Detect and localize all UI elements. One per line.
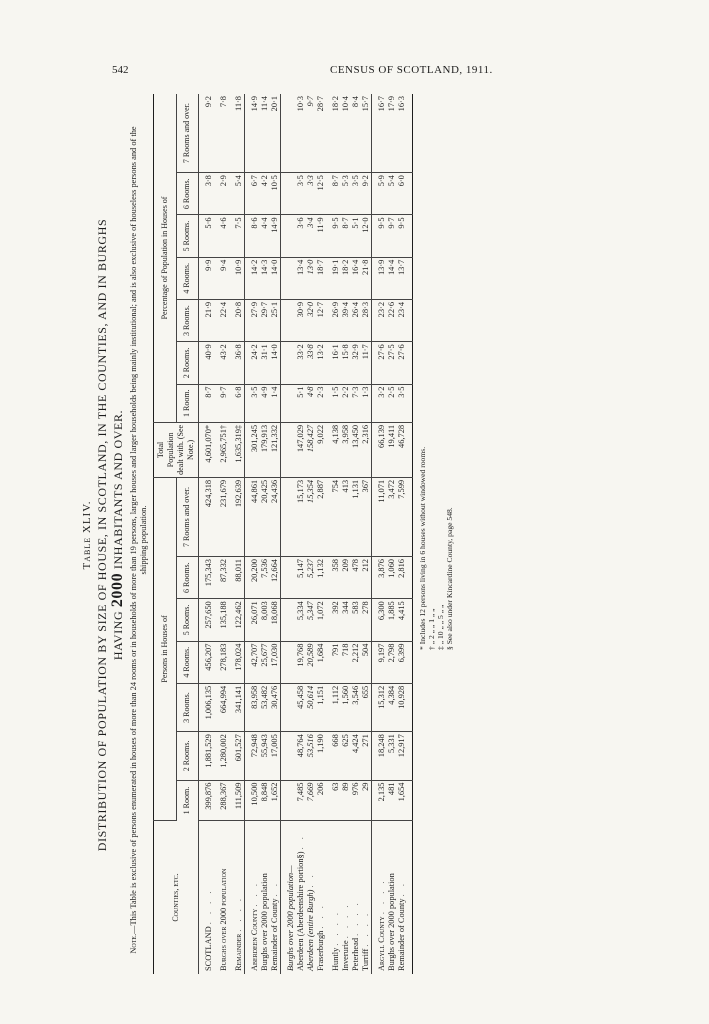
table-row <box>296 94 326 974</box>
cell: 9,197 2,798 6,399 <box>377 641 407 683</box>
running-title: CENSUS OF SCOTLAND, 1911. <box>330 64 493 76</box>
cell: 122,462 <box>234 599 245 641</box>
cell: 5,334 5,347 1,072 <box>296 599 326 641</box>
population-table <box>153 94 413 974</box>
cell: 48,764 53,516 1,190 <box>296 732 326 780</box>
cell: 2,965,751† <box>219 422 229 477</box>
burghs-label: Burghs over 2000 population <box>219 868 228 971</box>
cell: 1,635,319‡ <box>234 422 245 477</box>
table-row <box>286 94 296 974</box>
pct-2-rooms: 2 Rooms. <box>176 342 199 384</box>
cell: 3·5 4·9 1·4 <box>250 384 281 422</box>
cell: 6·7 4·2 10·5 <box>250 173 281 215</box>
aberdeen-burghs-label: Burghs over 2000 population <box>260 873 269 971</box>
persons-group-header: Persons in Houses of <box>154 477 177 820</box>
table-row <box>219 94 229 974</box>
cell: 6,300 1,885 4,415 <box>377 599 407 641</box>
col-6-rooms: 6 Rooms. <box>176 557 199 599</box>
cell: 10,500 8,848 1,652 <box>250 780 281 820</box>
cell: 14·9 11·4 20·1 <box>250 94 281 173</box>
title-2000: 2000 <box>109 572 126 608</box>
cell: 424,318 <box>204 477 214 556</box>
cell: 22·4 <box>219 299 229 341</box>
cell: 26,071 8,003 18,068 <box>250 599 281 641</box>
remainder-label: Remainder <box>234 933 243 971</box>
footnote: * Includes 12 persons living in 6 houses without windowed rooms. <box>418 446 427 650</box>
cell: 45,458 50,614 1,151 <box>296 683 326 731</box>
cell: 14·2 14·3 14·0 <box>250 257 281 299</box>
cell: 15,173 15,354 2,887 <box>296 477 326 556</box>
row-label <box>204 821 214 975</box>
cell: 10·9 <box>234 257 245 299</box>
leader-dots: . . <box>270 881 279 897</box>
row-label <box>234 821 245 975</box>
table-number: Table XLIV. <box>81 500 93 570</box>
leader-dots: . . . . <box>377 878 386 915</box>
cell: 7·5 <box>234 215 245 257</box>
cell: 178,024 <box>234 641 245 683</box>
note-label: Note. <box>129 933 138 954</box>
cell: 19·1 18·2 16·4 21·8 <box>331 257 372 299</box>
footnote: § See also under Kincardine County, page 548. <box>445 507 454 650</box>
cell: 9·5 9·7 9·5 <box>377 215 407 257</box>
cell: 175,343 <box>204 557 214 599</box>
col-2-rooms: 2 Rooms. <box>176 732 199 780</box>
cell: 1,112 1,560 3,546 655 <box>331 683 372 731</box>
col-3-rooms: 3 Rooms. <box>176 683 199 731</box>
table-row <box>377 94 407 974</box>
cell: 192,639 <box>234 477 245 556</box>
leader-dots: . . <box>397 881 406 897</box>
cell: 301,245 179,913 121,332 <box>250 422 281 477</box>
cell: 9·5 8·7 5·1 12·0 <box>331 215 372 257</box>
cell: 3·2 2·5 3·5 <box>377 384 407 422</box>
percentage-group-header: Percentage of Population in Houses of <box>154 94 177 422</box>
cell: 7,485 7,669 206 <box>296 780 326 820</box>
cell: 11,071 3,472 7,599 <box>377 477 407 556</box>
cell: 6·8 <box>234 384 245 422</box>
pct-1-room: 1 Room. <box>176 384 199 422</box>
cell: 601,527 <box>234 732 245 780</box>
pct-5-rooms: 5 Rooms. <box>176 215 199 257</box>
cell: 1,006,135 <box>204 683 214 731</box>
cell: 83,958 53,482 30,476 <box>250 683 281 731</box>
row-label <box>377 821 407 975</box>
cell: 111,509 <box>234 780 245 820</box>
table-row <box>204 94 214 974</box>
cell: 1,881,529 <box>204 732 214 780</box>
cell: 24·2 31·1 14·0 <box>250 342 281 384</box>
rotated-table-page <box>75 90 675 980</box>
pct-6-rooms: 6 Rooms. <box>176 173 199 215</box>
burghs-list-heading: Burghs over 2000 population— <box>286 865 295 971</box>
cell: 18·2 10·4 8·4 15·7 <box>331 94 372 173</box>
cell: 147,029 158,427 9,022 <box>296 422 326 477</box>
counties-header: Counties, etc. <box>154 821 199 975</box>
table-row <box>234 94 245 974</box>
cell: 664,994 <box>219 683 229 731</box>
cell: 8·7 <box>204 384 214 422</box>
col-1-room: 1 Room. <box>176 780 199 820</box>
cell: 4,138 3,958 13,450 2,316 <box>331 422 372 477</box>
cell: 3,876 1,060 2,816 <box>377 557 407 599</box>
table-row <box>331 94 372 974</box>
cell: 341,141 <box>234 683 245 731</box>
cell: 36·8 <box>234 342 245 384</box>
cell: 15,312 4,384 10,928 <box>377 683 407 731</box>
cell: 1·5 2·2 7·3 1·3 <box>331 384 372 422</box>
cell: 66,139 19,411 46,728 <box>377 422 407 477</box>
cell: 8·7 5·3 3·5 9·2 <box>331 173 372 215</box>
cell: 16·7 17·9 16·3 <box>377 94 407 173</box>
cell: 11·8 <box>234 94 245 173</box>
cell: 72,948 55,943 17,005 <box>250 732 281 780</box>
cell: 135,188 <box>219 599 229 641</box>
cell: 3·5 3·3 12·5 <box>296 173 326 215</box>
cell: 87,332 <box>219 557 229 599</box>
pct-4-rooms: 4 Rooms. <box>176 257 199 299</box>
cell: 9·9 <box>204 257 214 299</box>
cell: 33·2 33·8 13·2 <box>296 342 326 384</box>
table-row <box>250 94 281 974</box>
cell: 5·9 5·4 6·0 <box>377 173 407 215</box>
cell: 668 625 4,424 271 <box>331 732 372 780</box>
cell: 5·6 <box>204 215 214 257</box>
cell: 23·2 22·6 23·4 <box>377 299 407 341</box>
cell: 257,650 <box>204 599 214 641</box>
cell: 3·8 <box>204 173 214 215</box>
cell: 27·6 27·5 27·6 <box>377 342 407 384</box>
row-label <box>250 821 281 975</box>
cell: 10·3 9·7 28·7 <box>296 94 326 173</box>
cell: 9·2 <box>204 94 214 173</box>
cell: 9·4 <box>219 257 229 299</box>
scotland-label: SCOTLAND <box>204 926 213 971</box>
col-5-rooms: 5 Rooms. <box>176 599 199 641</box>
footnote: ‡ „ 10 „ „ 5 „ „ <box>436 604 445 650</box>
cell: 19,768 20,589 1,684 <box>296 641 326 683</box>
total-header: Total Population dealt with. (See Note.) <box>154 422 199 477</box>
cell: 2·9 <box>219 173 229 215</box>
cell: 2,135 481 1,654 <box>377 780 407 820</box>
footnote: † „ 2 „ „ 1 „ „ <box>427 608 436 650</box>
col-4-rooms: 4 Rooms. <box>176 641 199 683</box>
cell: 88,011 <box>234 557 245 599</box>
argyll-burghs-label: Burghs over 2000 population <box>387 873 396 971</box>
row-label <box>219 821 229 975</box>
aberdeen-county-label: Aberdeen County <box>250 908 259 971</box>
cell: 8·6 4·4 14·9 <box>250 215 281 257</box>
cell: 18,248 5,331 12,917 <box>377 732 407 780</box>
cell: 754 413 1,131 367 <box>331 477 372 556</box>
pct-7-rooms: 7 Rooms and over. <box>176 94 199 173</box>
cell: 26·9 39·4 26·4 28·3 <box>331 299 372 341</box>
table-title-line1: DISTRIBUTION OF POPULATION BY SIZE OF HOUSE, IN SCOTLAND, IN THE COUNTIES, AND IN BURGHS <box>95 218 109 852</box>
cell: 399,876 <box>204 780 214 820</box>
leader-dots: . . . . <box>234 895 243 932</box>
footnotes <box>418 90 454 650</box>
cell: 9·7 <box>219 384 229 422</box>
cell: 43·2 <box>219 342 229 384</box>
row-label: Aberdeen (Aberdeenshire portion§) . . Aberdeen (entire Burgh) . . Fraserburgh . . . <box>296 834 325 971</box>
cell: 20·8 <box>234 299 245 341</box>
aberdeen-remainder-label: Remainder of County <box>270 898 279 971</box>
cell: 44,861 20,425 24,436 <box>250 477 281 556</box>
cell: 63 89 976 29 <box>331 780 372 820</box>
cell: 1,280,002 <box>219 732 229 780</box>
cell: 27·9 29·7 25·1 <box>250 299 281 341</box>
cell: 4,601,070* <box>204 422 214 477</box>
table-note <box>129 120 149 960</box>
page-number: 542 <box>112 64 129 76</box>
cell: 42,707 25,677 17,030 <box>250 641 281 683</box>
leader-dots: . . . . <box>204 888 213 925</box>
cell: 3·6 3·4 11·9 <box>296 215 326 257</box>
leader-dots: . . . <box>250 881 259 907</box>
cell: 288,367 <box>219 780 229 820</box>
cell: 20,200 7,536 12,664 <box>250 557 281 599</box>
cell: 231,679 <box>219 477 229 556</box>
cell: 278,183 <box>219 641 229 683</box>
table-title-line2 <box>111 90 125 980</box>
cell: 5·1 4·8 2·3 <box>296 384 326 422</box>
cell: 13·4 13·0 18·7 <box>296 257 326 299</box>
row-label: Huntly . . . . Inverurie . . . . Peterhead . . . . Turriff . . . . <box>331 821 372 975</box>
cell: 40·9 <box>204 342 214 384</box>
note-text: —This Table is exclusive of persons enumerated in houses of more than 24 rooms or in households of more than 19 persons, larger houses and larger households being mainly institutional; and is also exclusive of houseless persons and of the shipping population. <box>129 126 148 934</box>
cell: 4·6 <box>219 215 229 257</box>
argyll-county-label: Argyll County <box>377 916 386 971</box>
cell: 392 344 583 278 <box>331 599 372 641</box>
table-title-block <box>81 90 125 980</box>
pct-3-rooms: 3 Rooms. <box>176 299 199 341</box>
cell: 13·9 14·4 13·7 <box>377 257 407 299</box>
cell: 7·8 <box>219 94 229 173</box>
cell: 30·9 32·0 12·7 <box>296 299 326 341</box>
cell: 791 718 2,212 504 <box>331 641 372 683</box>
table-body <box>199 94 413 974</box>
cell: 21·9 <box>204 299 214 341</box>
cell: 16·1 15·8 32·9 11·7 <box>331 342 372 384</box>
argyll-remainder-label: Remainder of County <box>397 898 406 971</box>
cell: 5·4 <box>234 173 245 215</box>
title-having: HAVING <box>111 610 125 661</box>
cell: 5,147 5,237 1,132 <box>296 557 326 599</box>
title-inhabitants: INHABITANTS AND OVER. <box>111 409 125 570</box>
cell: 358 209 478 212 <box>331 557 372 599</box>
col-7-rooms: 7 Rooms and over. <box>176 477 199 556</box>
cell: 456,207 <box>204 641 214 683</box>
